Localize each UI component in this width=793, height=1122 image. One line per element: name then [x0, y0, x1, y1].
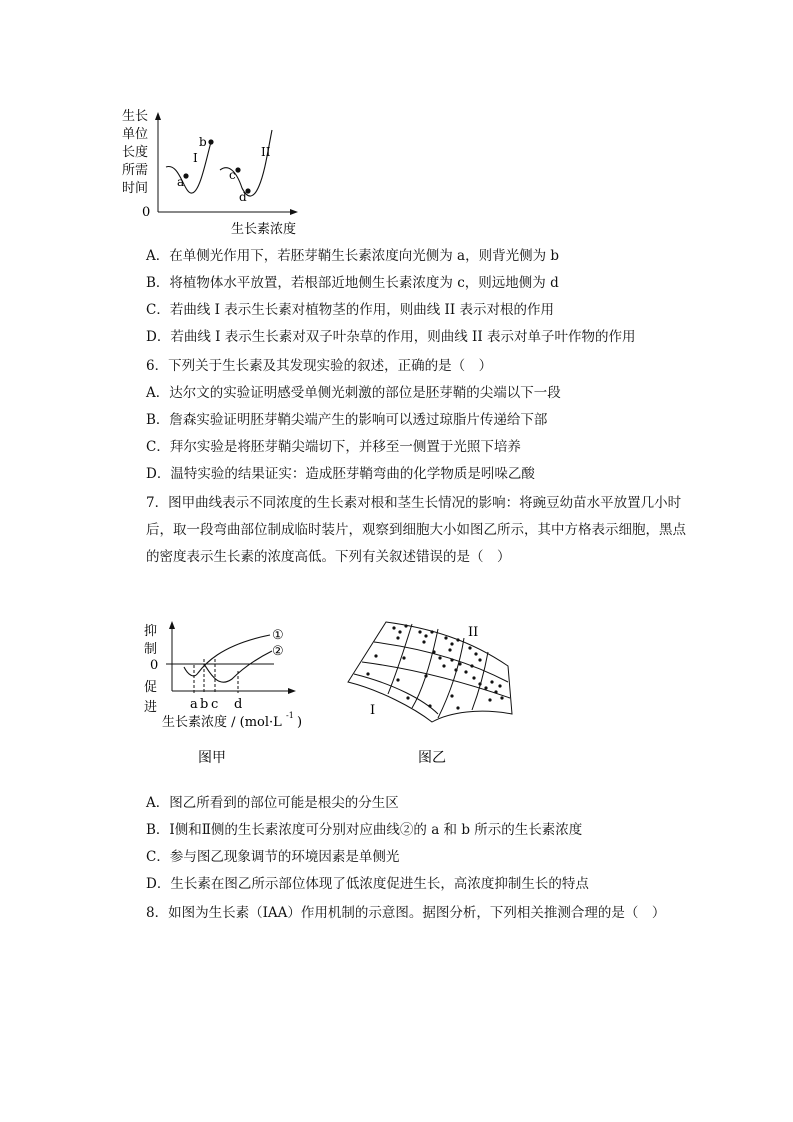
fig1-ylabel-line: 生长: [122, 109, 149, 124]
fig-jia-ylabel-bottom: 进: [144, 700, 158, 715]
fig1-point-label: c: [229, 168, 236, 182]
fig-yi-dot: [468, 646, 471, 649]
fig-yi-dot: [398, 630, 401, 633]
fig-yi-dot: [450, 642, 453, 645]
fig-yi-dot: [450, 694, 453, 697]
fig-jia-tick-label: c: [211, 697, 219, 712]
q7-stem-line: 7．图甲曲线表示不同浓度的生长素对根和茎生长情况的影响：将豌豆幼苗水平放置几小时: [146, 495, 682, 511]
fig-yi-dot: [396, 636, 399, 639]
q5-option-c: C．若曲线 I 表示生长素对植物茎的作用，则曲线 II 表示对根的作用: [146, 302, 554, 318]
fig-yi-dot: [424, 674, 427, 677]
q7-stem-line: 的密度表示生长素的浓度高低。下列有关叙述错误的是（ ）: [146, 549, 511, 565]
fig-yi-dot: [454, 668, 457, 671]
q7-stem-line: 后，取一段弯曲部位制成临时装片，观察到细胞大小如图乙所示，其中方格表示细胞，黑点: [146, 522, 686, 538]
fig-yi-dot: [402, 656, 405, 659]
fig-yi-row-line: [354, 674, 438, 714]
fig-jia-curve-1: [184, 635, 270, 676]
fig-yi-dot: [484, 686, 487, 689]
fig-jia-ylabel-bottom: 促: [144, 680, 158, 695]
fig-yi-label-bottom: I: [370, 703, 376, 718]
fig-yi-dot: [500, 696, 503, 699]
fig1-x-arrow: [290, 209, 298, 215]
fig-yi-dot: [438, 656, 441, 659]
fig1-point-c: [235, 167, 240, 172]
q7-option-c: C．参与图乙现象调节的环境因素是单侧光: [146, 849, 400, 865]
fig-yi-dot: [418, 630, 421, 633]
fig-yi-dot: [432, 650, 435, 653]
fig-yi-dot: [424, 634, 427, 637]
figure-jia: [140, 615, 340, 775]
fig-yi-label-top: II: [468, 625, 479, 640]
fig1-point-label: b: [199, 135, 207, 149]
fig-jia-zero: 0: [150, 658, 159, 673]
fig-yi-dot: [490, 680, 493, 683]
fig-yi-dot: [498, 684, 501, 687]
fig1-curve-2: [220, 130, 272, 196]
fig-yi-dot: [488, 698, 491, 701]
fig-yi-dot: [464, 670, 467, 673]
fig-jia-xlabel: 生长素浓度 / (mol·L: [162, 715, 282, 730]
fig-yi-dot: [428, 704, 431, 707]
fig-jia-tick-label: b: [200, 697, 209, 712]
fig1-ylabel-line: 时间: [122, 181, 149, 196]
fig-yi-dot: [396, 678, 399, 681]
q6-option-d: D．温特实验的结果证实：造成胚芽鞘弯曲的化学物质是吲哚乙酸: [146, 466, 535, 482]
q5-option-a: A．在单侧光作用下，若胚芽鞘生长素浓度向光侧为 a，则背光侧为 b: [146, 248, 560, 264]
fig-jia-y-arrow: [169, 621, 175, 629]
fig-yi-dot: [430, 630, 433, 633]
q6-option-b: B．詹森实验证明胚芽鞘尖端产生的影响可以透过琼脂片传递给下部: [146, 412, 548, 428]
fig-yi-dot: [456, 638, 459, 641]
fig-yi-row-line: [374, 642, 508, 682]
fig1-xlabel: 生长素浓度: [231, 222, 297, 237]
fig-yi-dot: [404, 624, 407, 627]
q6-option-a: A．达尔文的实验证明感受单侧光刺激的部位是胚芽鞘的尖端以下一段: [146, 385, 561, 401]
fig-yi-dot: [422, 640, 425, 643]
fig1-point-label: d: [239, 190, 247, 204]
fig-yi-dot: [478, 658, 481, 661]
q6-option-c: C．拜尔实验是将胚芽鞘尖端切下，并移至一侧置于光照下培养: [146, 439, 521, 455]
fig-yi-dot: [456, 706, 459, 709]
fig1-point-label: a: [177, 175, 185, 189]
fig-yi-dot: [406, 696, 409, 699]
fig-yi-row-line: [362, 662, 510, 698]
fig1-curve-1-label: I: [193, 151, 198, 165]
fig-yi-dot: [448, 648, 451, 651]
fig-jia-xlabel-end: ): [297, 715, 303, 730]
fig-jia-x-arrow: [288, 688, 296, 694]
q8-stem: 8．如图为生长素（IAA）作用机制的示意图。据图分析，下列相关推测合理的是（ ）: [146, 905, 666, 921]
fig-yi-dot: [458, 662, 461, 665]
fig-yi-dot: [494, 690, 497, 693]
fig-jia-caption: 图甲: [198, 750, 226, 766]
fig-yi-dot: [474, 652, 477, 655]
fig-yi-dot: [450, 658, 453, 661]
fig-jia-xlabel-sup: -1: [286, 711, 294, 720]
figure-yi: [340, 612, 530, 774]
fig-yi-dot: [478, 682, 481, 685]
fig1-point-a: [183, 173, 188, 178]
fig1-ylabel-line: 单位: [122, 127, 149, 142]
fig-yi-dot: [392, 626, 395, 629]
fig-yi-dot: [444, 636, 447, 639]
fig-jia-curve-1-label: ①: [272, 628, 284, 643]
fig1-curve-2-label: II: [261, 145, 271, 159]
fig-yi-col-line: [388, 624, 412, 694]
q5-option-d: D．若曲线 I 表示生长素对双子叶杂草的作用，则曲线 II 表示对单子叶作物的作用: [146, 329, 636, 345]
fig1-y-arrow: [155, 112, 161, 120]
fig1-ylabel-line: 长度: [122, 145, 149, 160]
fig-jia-tick-label: d: [234, 697, 243, 712]
q6-stem: 6．下列关于生长素及其发现实验的叙述，正确的是（ ）: [146, 358, 493, 374]
fig-jia-tick-label: a: [190, 697, 198, 712]
q7-option-d: D．生长素在图乙所示部位体现了低浓度促进生长，高浓度抑制生长的特点: [146, 876, 589, 892]
fig-yi-caption: 图乙: [418, 750, 446, 766]
fig-yi-dot: [366, 672, 369, 675]
fig-jia-ylabel-top: 抑: [144, 624, 158, 639]
q5-option-b: B．将植物体水平放置，若根部近地侧生长素浓度为 c，则远地侧为 d: [146, 275, 559, 291]
q7-option-a: A．图乙所看到的部位可能是根尖的分生区: [146, 795, 399, 811]
fig-yi-dot: [442, 664, 445, 667]
fig-jia-ylabel-top: 制: [144, 642, 158, 657]
fig-yi-dot: [374, 654, 377, 657]
q7-option-b: B．Ⅰ侧和Ⅱ侧的生长素浓度可分别对应曲线②的 a 和 b 所示的生长素浓度: [146, 822, 583, 838]
fig1-curve-1: [166, 142, 211, 193]
figure-1-growth-curve: [118, 100, 318, 240]
fig-jia-curve-2-label: ②: [272, 644, 284, 659]
fig1-ylabel-line: 所需: [122, 163, 149, 178]
fig1-origin: 0: [142, 205, 151, 220]
fig1-point-b: [208, 139, 213, 144]
fig-yi-dot: [470, 664, 473, 667]
fig-yi-dot: [472, 676, 475, 679]
